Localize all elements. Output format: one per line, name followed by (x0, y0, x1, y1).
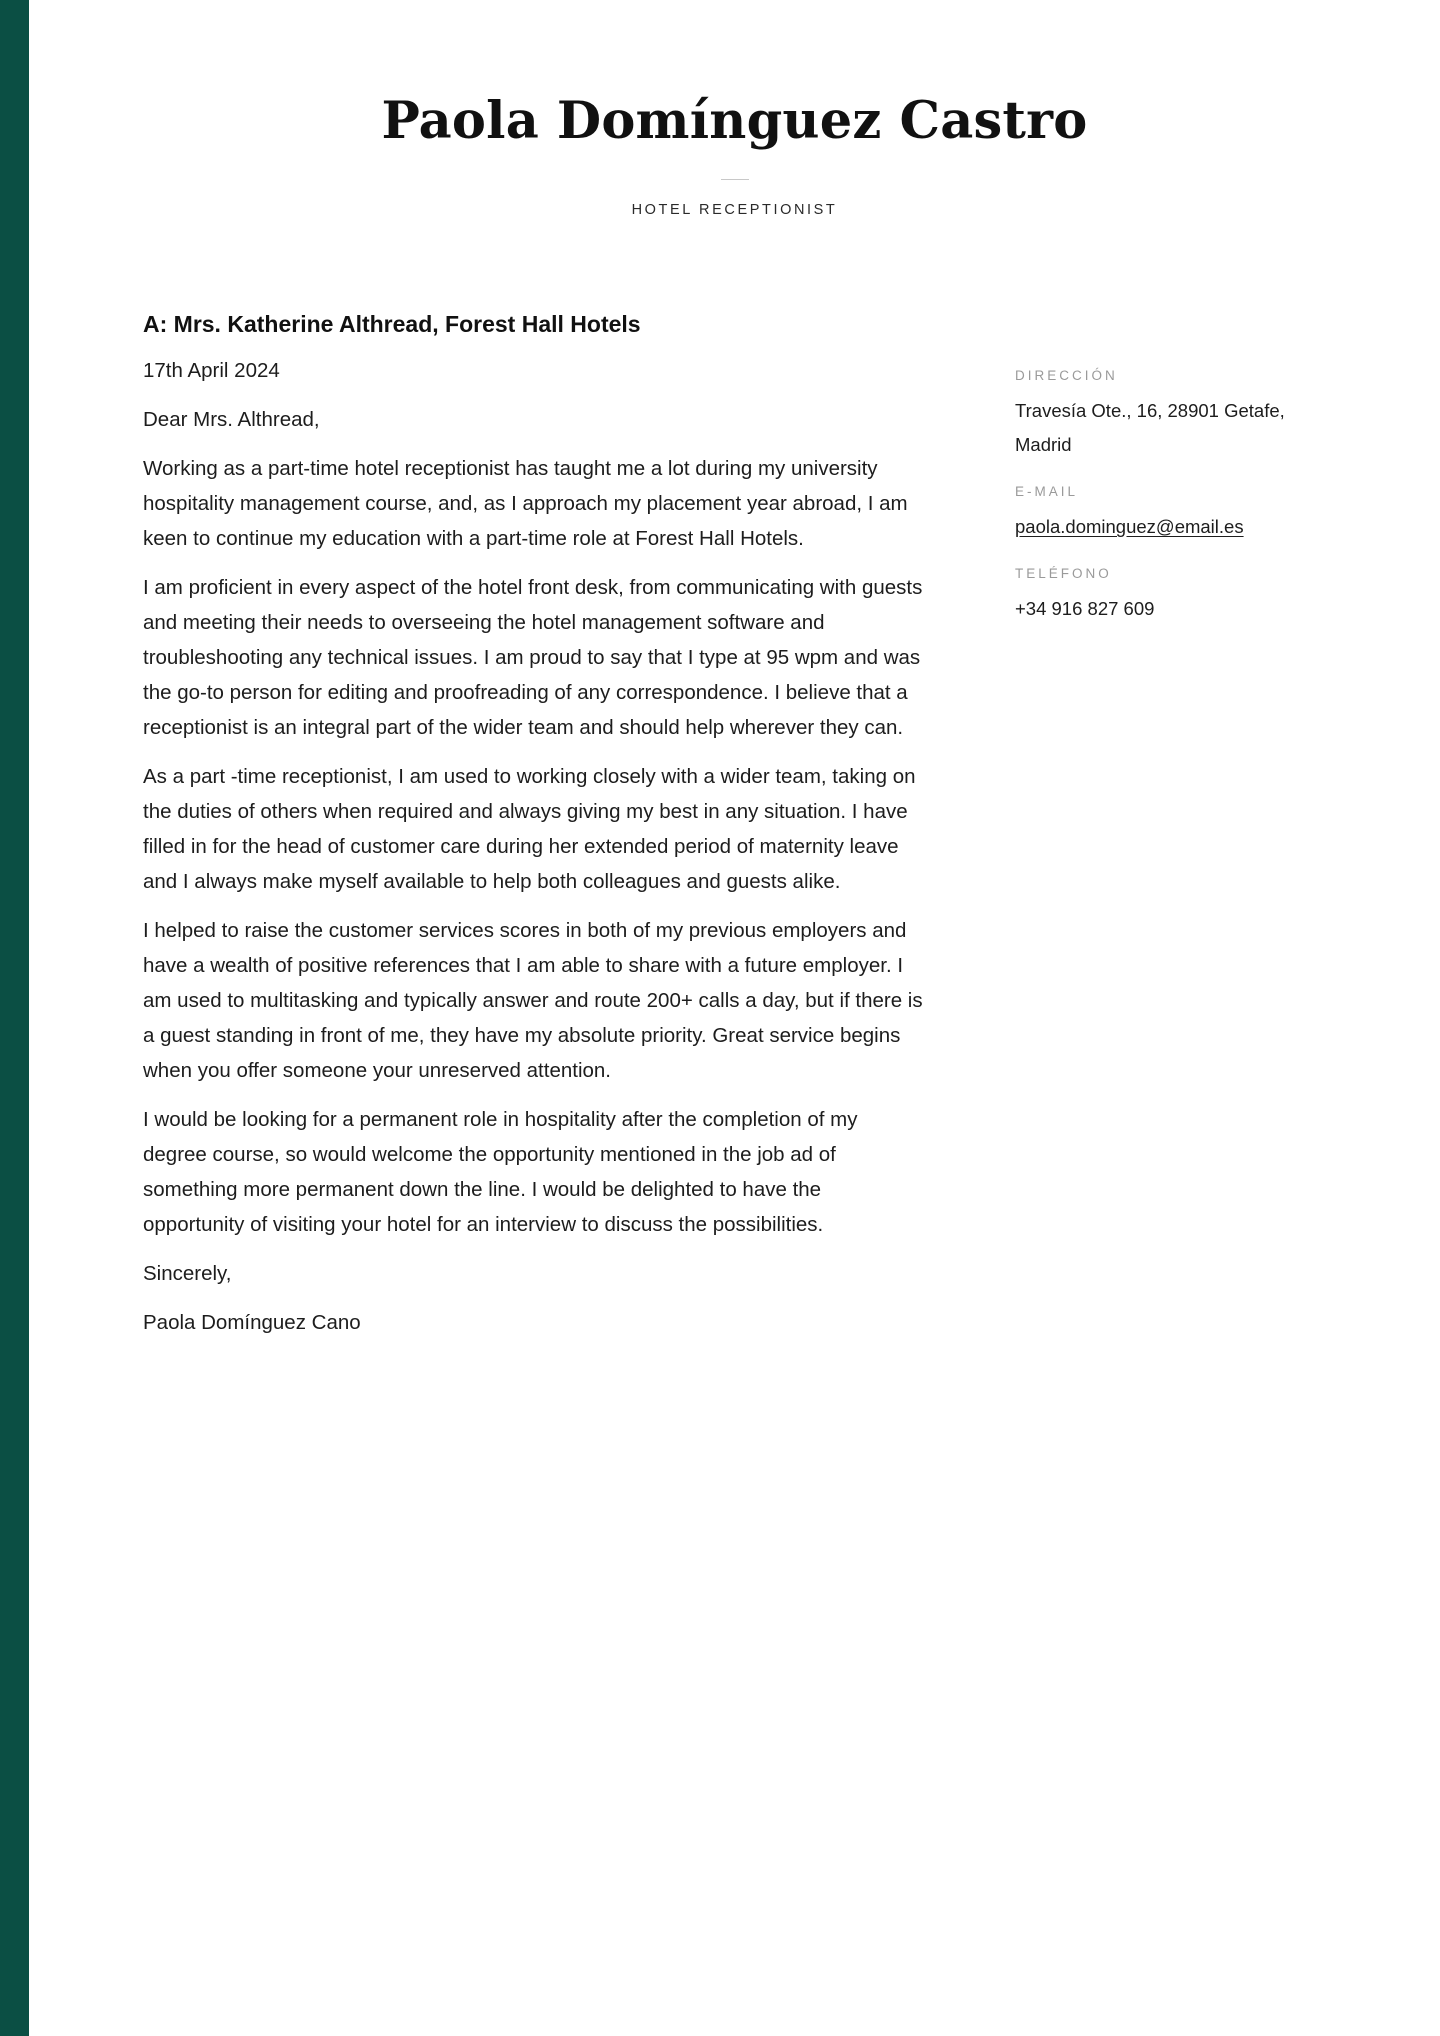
letter-date: 17th April 2024 (143, 359, 280, 382)
recipient-line: A: Mrs. Katherine Althread, Forest Hall Hotels (143, 311, 641, 337)
email-label: E-MAIL (1015, 484, 1079, 499)
paragraph-achievements: I helped to raise the customer services scores in both of my previous employers and have a wealth of positive references that I am able to share with a future employer. I am used to multitasking and typically answer and route 200+ calls a day, but if there is a guest standing in front of me, they have my absolute priority. Great service begins when you offer someone your unreserved attention. (143, 919, 923, 1082)
closing: Sincerely, (143, 1262, 232, 1285)
phone-label: TELÉFONO (1015, 566, 1112, 581)
letter-body (143, 305, 923, 1354)
paragraph-intro: Working as a part-time hotel receptionist has taught me a lot during my university hospitality management course, and, as I approach my placement year abroad, I am keen to continue my education with a part-time role at Forest Hall Hotels. (143, 457, 908, 550)
paragraph-skills: I am proficient in every aspect of the hotel front desk, from communicating with guests and meeting their needs to overseeing the hotel management software and troubleshooting any technical issues. I am proud to say that I type at 95 wpm and was the go-to person for editing and proofreading of any correspondence. I believe that a receptionist is an integral part of the wider team and should help wherever they can. (143, 576, 923, 739)
accent-bar (0, 0, 29, 2036)
address-label: DIRECCIÓN (1015, 368, 1118, 383)
letter-header (29, 88, 1440, 218)
phone-value: +34 916 827 609 (1015, 598, 1155, 619)
salutation: Dear Mrs. Althread, (143, 408, 320, 431)
signature: Paola Domínguez Cano (143, 1311, 361, 1334)
paragraph-teamwork: As a part -time receptionist, I am used to working closely with a wider team, taking on the duties of others when required and always giving my best in any situation. I have filled in for the head of customer care during her extended period of maternity leave and I always make myself available to help both colleagues and guests alike. (143, 765, 916, 893)
applicant-name: Paola Domínguez Castro (381, 91, 1088, 151)
contact-sidebar (1015, 366, 1315, 646)
address-value: Travesía Ote., 16, 28901 Getafe, Madrid (1015, 400, 1285, 455)
paragraph-closing: I would be looking for a permanent role in hospitality after the completion of my degree course, so would welcome the opportunity mentioned in the job ad of something more permanent down the line. I would be delighted to have the opportunity of visiting your hotel for an interview to discuss the possibilities. (143, 1108, 858, 1236)
job-title: HOTEL RECEPTIONIST (631, 202, 838, 218)
header-divider (721, 179, 749, 180)
email-link[interactable]: paola.dominguez@email.es (1015, 516, 1244, 537)
